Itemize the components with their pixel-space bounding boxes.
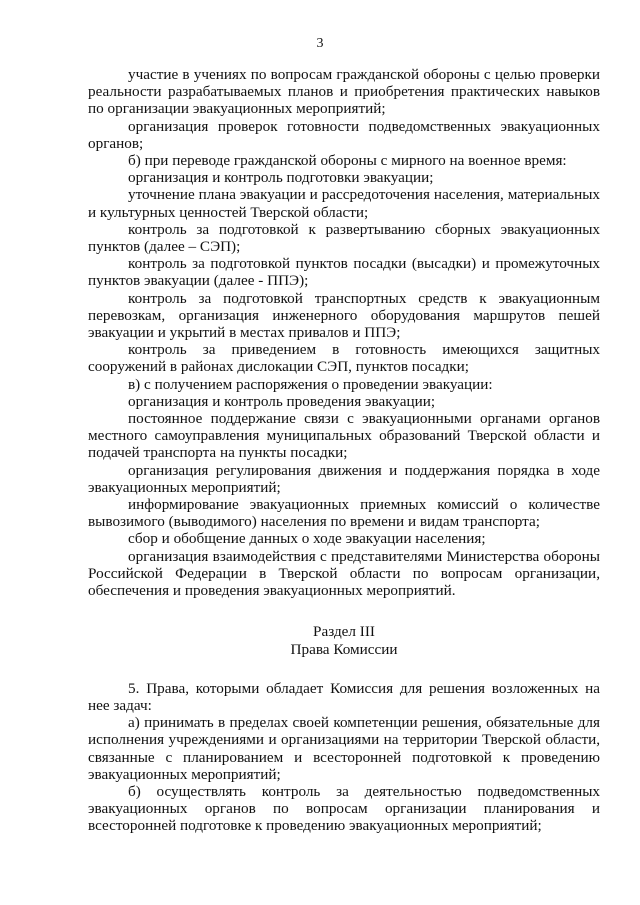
spacer xyxy=(88,599,600,623)
paragraph-evacuation-control: организация и контроль проведения эвакуации; xyxy=(128,392,436,410)
section-title: Права Комиссии xyxy=(290,640,398,658)
spacer xyxy=(88,658,600,680)
paragraph-sep-control: контроль за подготовкой к развертыванию сборных эвакуационных пунктов (далее – СЭП); xyxy=(88,220,600,256)
paragraph-data-collection: сбор и обобщение данных о ходе эвакуации населения; xyxy=(128,530,486,548)
paragraph-defense-interaction: организация взаимодействия с представителями Министерства обороны Российской Федерации в Тверской области по вопросам организации, обеспечения и проведения эвакуационных мероприятий. xyxy=(88,547,600,600)
paragraph-control-preparation: организация и контроль подготовки эвакуации; xyxy=(128,169,434,187)
paragraph-traffic-regulation: организация регулирования движения и поддержания порядка в ходе эвакуационных мероприятий; xyxy=(88,461,600,496)
page-number: 3 xyxy=(316,36,324,51)
paragraph-subheading-c: в) с получением распоряжения о проведении эвакуации: xyxy=(128,375,493,393)
paragraph-informing-commissions: информирование эвакуационных приемных комиссий о количестве вывозимого (выводимого) населения по времени и видам транспорта; xyxy=(88,496,600,531)
paragraph-exercises: участие в учениях по вопросам гражданской обороны с целью проверки реальности разрабатываемых планов и приобретения практических навыков по организации эвакуационных мероприятий; xyxy=(88,66,600,118)
section-heading: Раздел III xyxy=(313,623,375,641)
paragraph-right-a: а) принимать в пределах своей компетенции решения, обязательные для исполнения учреждениями и организациями на территории Тверской области, связанные с планированием и всесторонней подготовкой к проведению эвакуационных мероприятий; xyxy=(88,714,600,783)
paragraph-ppe-control: контроль за подготовкой пунктов посадки (высадки) и промежуточных пунктов эвакуации (далее - ППЭ); xyxy=(88,255,600,290)
paragraph-right-b: б) осуществлять контроль за деятельностью подведомственных эвакуационных органов по вопросам организации планирования и всесторонней подготовке к проведению эвакуационных мероприятий; xyxy=(88,782,600,835)
paragraph-readiness-checks: организация проверок готовности подведомственных эвакуационных органов; xyxy=(88,117,600,152)
paragraph-subheading-b: б) при переводе гражданской обороны с мирного на военное время: xyxy=(128,152,567,170)
paragraph-shelters-control: контроль за приведением в готовность имеющихся защитных сооружений в районах дислокации СЭП, пунктов посадки; xyxy=(88,341,600,376)
paragraph-rights-intro: 5. Права, которыми обладает Комиссия для решения возложенных на нее задач: xyxy=(88,679,600,714)
paragraph-plan-clarification: уточнение плана эвакуации и рассредоточения населения, материальных и культурных ценностей Тверской области; xyxy=(88,186,600,221)
paragraph-communication: постоянное поддержание связи с эвакуационными органами органов местного самоуправления муниципальных образований Тверской области и подачей транспорта на пункты посадки; xyxy=(88,410,600,462)
paragraph-transport-control: контроль за подготовкой транспортных средств к эвакуационным перевозкам, организация инженерного оборудования маршрутов пешей эвакуации и укрытий в местах привалов и ППЭ; xyxy=(88,289,600,342)
document-body xyxy=(88,66,600,835)
